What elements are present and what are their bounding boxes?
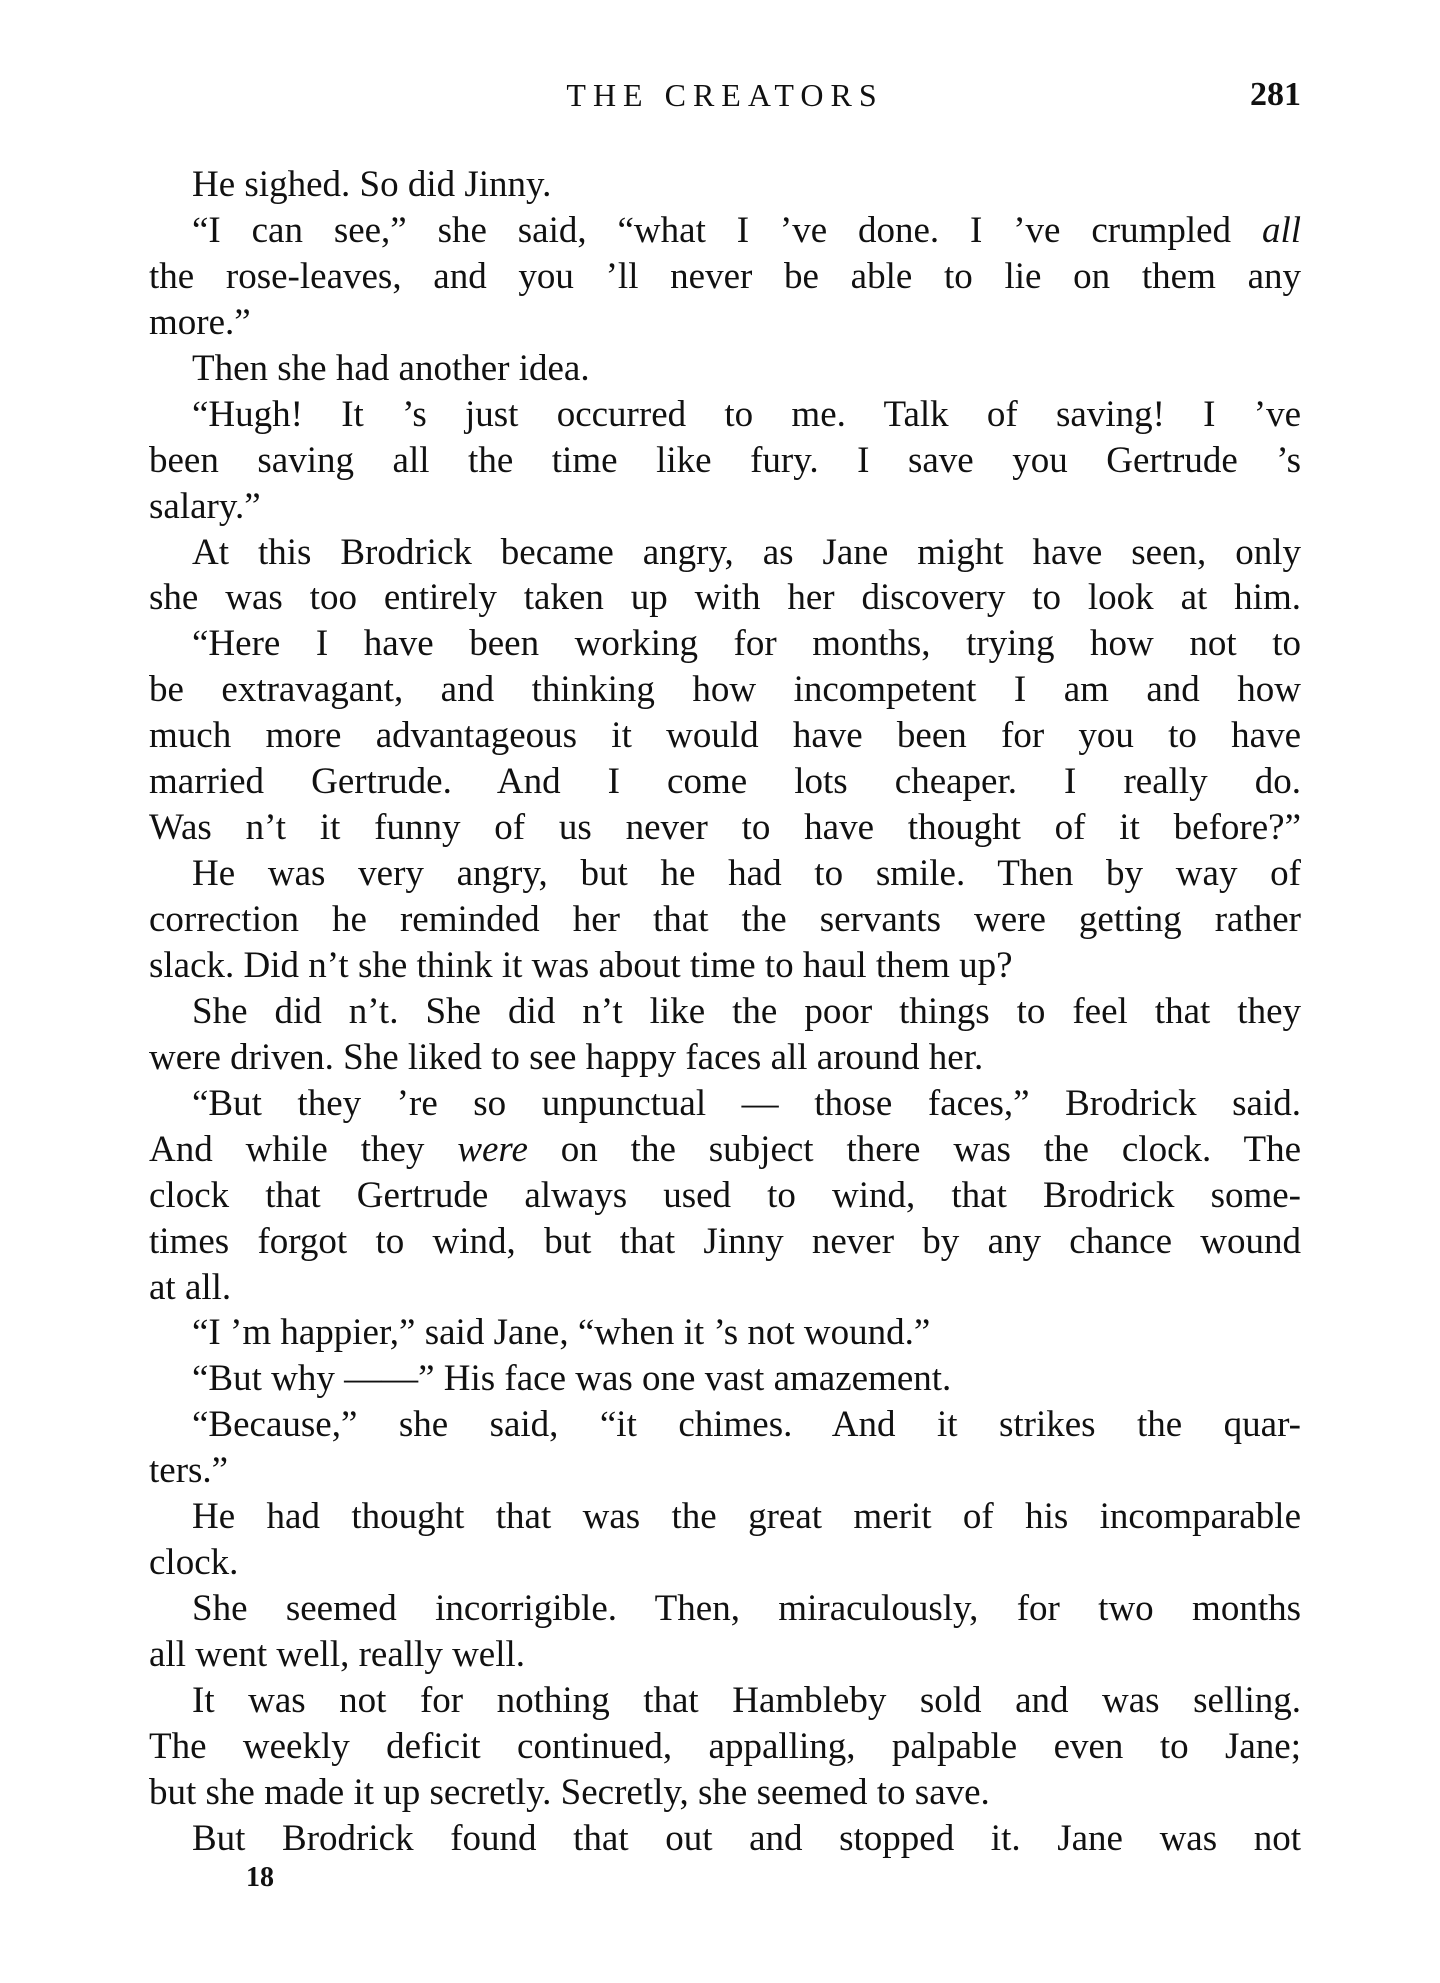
text-line: times forgot to wind, but that Jinny never by any chance wound (149, 1220, 1301, 1262)
text-line: Then she had another idea. (192, 347, 590, 389)
text-line: clock. (149, 1542, 239, 1584)
text-line: married Gertrude. And I come lots cheaper. I really do. (149, 761, 1301, 803)
text-line: She did n’t. She did n’t like the poor things to feel that they (192, 990, 1301, 1032)
text-line: but she made it up secretly. Secretly, she seemed to save. (149, 1771, 990, 1813)
text-line: much more advantageous it would have been for you to have (149, 715, 1301, 757)
text-line: correction he reminded her that the servants were getting rather (149, 899, 1301, 940)
emphasis: all (1261, 209, 1301, 251)
running-head-title: THE CREATORS (566, 77, 884, 113)
text-line: “Here I have been working for months, trying how not to (192, 623, 1301, 665)
text-line: He had thought that was the great merit of his incomparable (192, 1496, 1301, 1538)
text-line: “I can see,” she said, “what I ’ve done. I ’ve crumpled all (192, 209, 1301, 251)
text-line: clock that Gertrude always used to wind, that Brodrick some- (149, 1174, 1301, 1216)
text-line: It was not for nothing that Hambleby sold and was selling. (192, 1679, 1301, 1721)
text-line: were driven. She liked to see happy faces all around her. (149, 1036, 984, 1078)
text-line: He was very angry, but he had to smile. Then by way of (192, 853, 1301, 895)
text-line: all went well, really well. (149, 1634, 526, 1675)
text-line: The weekly deficit continued, appalling, palpable even to Jane; (149, 1725, 1301, 1767)
text-line: “Hugh! It ’s just occurred to me. Talk of saving! I ’ve (192, 393, 1301, 435)
emphasis: were (457, 1128, 528, 1170)
body-text (149, 162, 1301, 1862)
text-line: And while they were on the subject there was the clock. The (149, 1128, 1301, 1170)
text-line: at all. (149, 1266, 232, 1308)
text-line: ters.” (149, 1450, 229, 1492)
text-line: Was n’t it funny of us never to have thought of it before?” (149, 807, 1301, 849)
text-line: She seemed incorrigible. Then, miraculously, for two months (192, 1588, 1301, 1630)
running-head (149, 72, 1301, 118)
text-line: salary.” (149, 485, 261, 527)
text-line: she was too entirely taken up with her discovery to look at him. (149, 577, 1301, 619)
text-line: At this Brodrick became angry, as Jane might have seen, only (192, 531, 1301, 573)
text-line: “I ’m happier,” said Jane, “when it ’s not wound.” (192, 1312, 931, 1354)
text-line: But Brodrick found that out and stopped it. Jane was not (192, 1817, 1301, 1859)
text-line: He sighed. So did Jinny. (192, 164, 552, 205)
signature-mark: 18 (246, 1862, 274, 1893)
text-line: been saving all the time like fury. I save you Gertrude ’s (149, 439, 1301, 481)
text-line: slack. Did n’t she think it was about time to haul them up? (149, 944, 1013, 986)
text-line: more.” (149, 301, 251, 343)
page-number: 281 (1250, 76, 1301, 113)
text-line: “But why ——” His face was one vast amazement. (192, 1358, 952, 1400)
text-line: the rose-leaves, and you ’ll never be able to lie on them any (149, 255, 1301, 297)
text-line: be extravagant, and thinking how incompetent I am and how (149, 669, 1301, 711)
text-line: “Because,” she said, “it chimes. And it strikes the quar- (192, 1404, 1301, 1446)
text-line: “But they ’re so unpunctual — those faces,” Brodrick said. (192, 1082, 1301, 1124)
